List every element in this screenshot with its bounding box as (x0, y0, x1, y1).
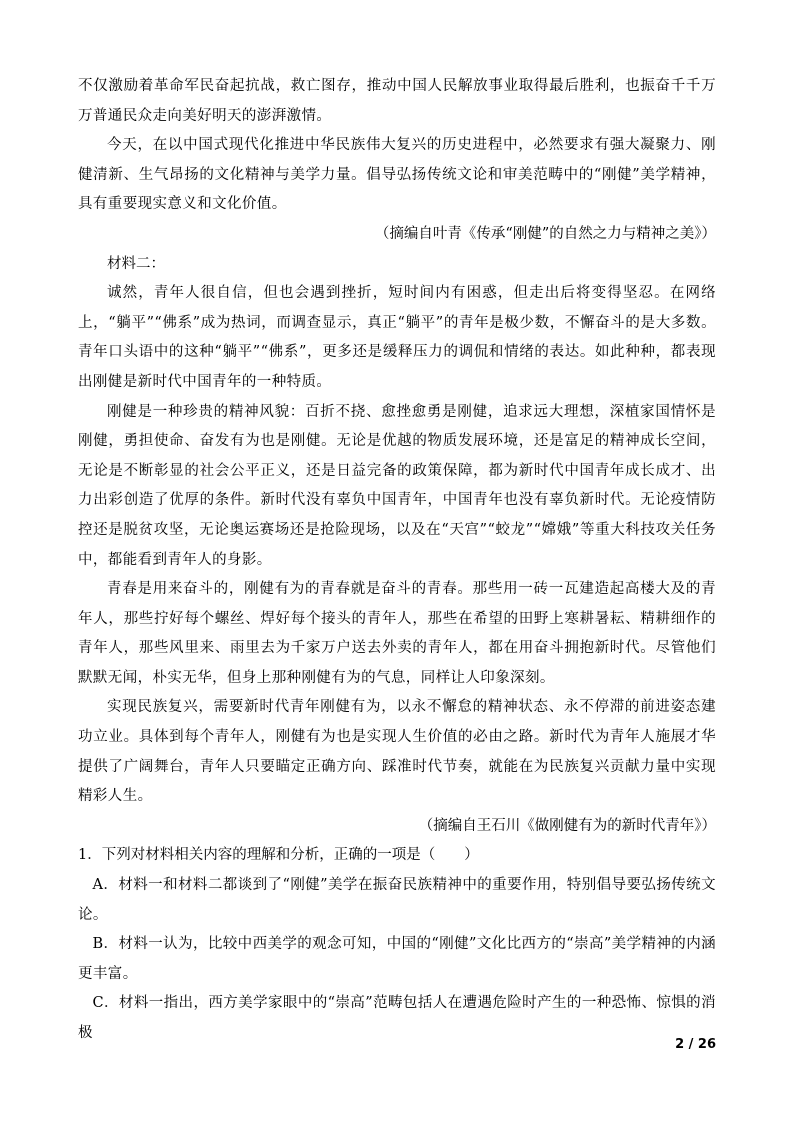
question-option: A．材料一和材料二都谈到了“刚健”美学在振奋民族精神中的重要作用，特别倡导要弘扬传统文论。 (78, 877, 716, 923)
paragraph: 不仅激励着革命军民奋起抗战，救亡图存，推动中国人民解放事业取得最后胜利，也振奋千千万万普通民众走向美好明天的澎湃激情。 (78, 78, 716, 124)
paragraph: 刚健是一种珍贵的精神风貌：百折不挠、愈挫愈勇是刚健，追求远大理想，深植家国情怀是刚健，勇担使命、奋发有为也是刚健。无论是优越的物质发展环境，还是富足的精神成长空间，无论是不断彰显的社会公平正义，还是日益完备的政策保障，都为新时代中国青年成长成才、出力出彩创造了优厚的条件。新时代没有辜负中国青年，中国青年也没有辜负新时代。无论疫情防控还是脱贫攻坚，无论奥运赛场还是抢险现场，以及在“天宫”“蛟龙”“嫦娥”等重大科技攻关任务中，都能看到青年人的身影。 (78, 403, 716, 568)
source-citation: （摘编自叶青《传承“刚健”的自然之力与精神之美》） (374, 225, 716, 242)
question-stem: 1．下列对材料相关内容的理解和分析，正确的一项是（ ） (78, 847, 479, 864)
material-heading: 材料二： (107, 255, 165, 272)
paragraph: 诚然，青年人很自信，但也会遇到挫折，短时间内有困惑，但走出后将变得坚忍。在网络上，“躺平”“佛系”成为热词，而调查显示，真正“躺平”的青年是极少数，不懈奋斗的是大多数。青年口头语中的这种“躺平”“佛系”，更多还是缓释压力的调侃和情绪的表达。如此种种，都表现出刚健是新时代中国青年的一种特质。 (78, 285, 716, 390)
page-number: 2 / 26 (675, 1037, 716, 1052)
paragraph: 今天，在以中国式现代化推进中华民族伟大复兴的历史进程中，必然要求有强大凝聚力、刚健清新、生气昂扬的文化精神与美学力量。倡导弘扬传统文论和审美范畴中的“刚健”美学精神，具有重要现实意义和文化价值。 (78, 137, 716, 213)
paragraph: 青春是用来奋斗的，刚健有为的青春就是奋斗的青春。那些用一砖一瓦建造起高楼大及的青年人，那些拧好每个螺丝、焊好每个接头的青年人，那些在希望的田野上寒耕暑耘、精耕细作的青年人，那些风里来、雨里去为千家万户送去外卖的青年人，都在用奋斗拥抱新时代。尽管他们默默无闻，朴实无华，但身上那种刚健有为的气息，同样让人印象深刻。 (78, 581, 716, 686)
question-option: C．材料一指出，西方美学家眼中的“崇高”范畴包括人在遭遇危险时产生的一种恐怖、惊惧的消极 (78, 995, 716, 1041)
paragraph: 实现民族复兴，需要新时代青年刚健有为，以永不懈怠的精神状态、永不停滞的前进姿态建功立业。具体到每个青年人，刚健有为也是实现人生价值的必由之路。新时代为青年人施展才华提供了广阔舞台，青年人只要瞄定正确方向、踩准时代节奏，就能在为民族复兴贡献力量中实现精彩人生。 (78, 699, 716, 805)
question-option: B．材料一认为，比较中西美学的观念可知，中国的“刚健”文化比西方的“崇高”美学精神的内涵更丰富。 (78, 936, 716, 982)
page-content (78, 72, 716, 1049)
source-citation: （摘编自王石川《做刚健有为的新时代青年》） (418, 817, 716, 834)
